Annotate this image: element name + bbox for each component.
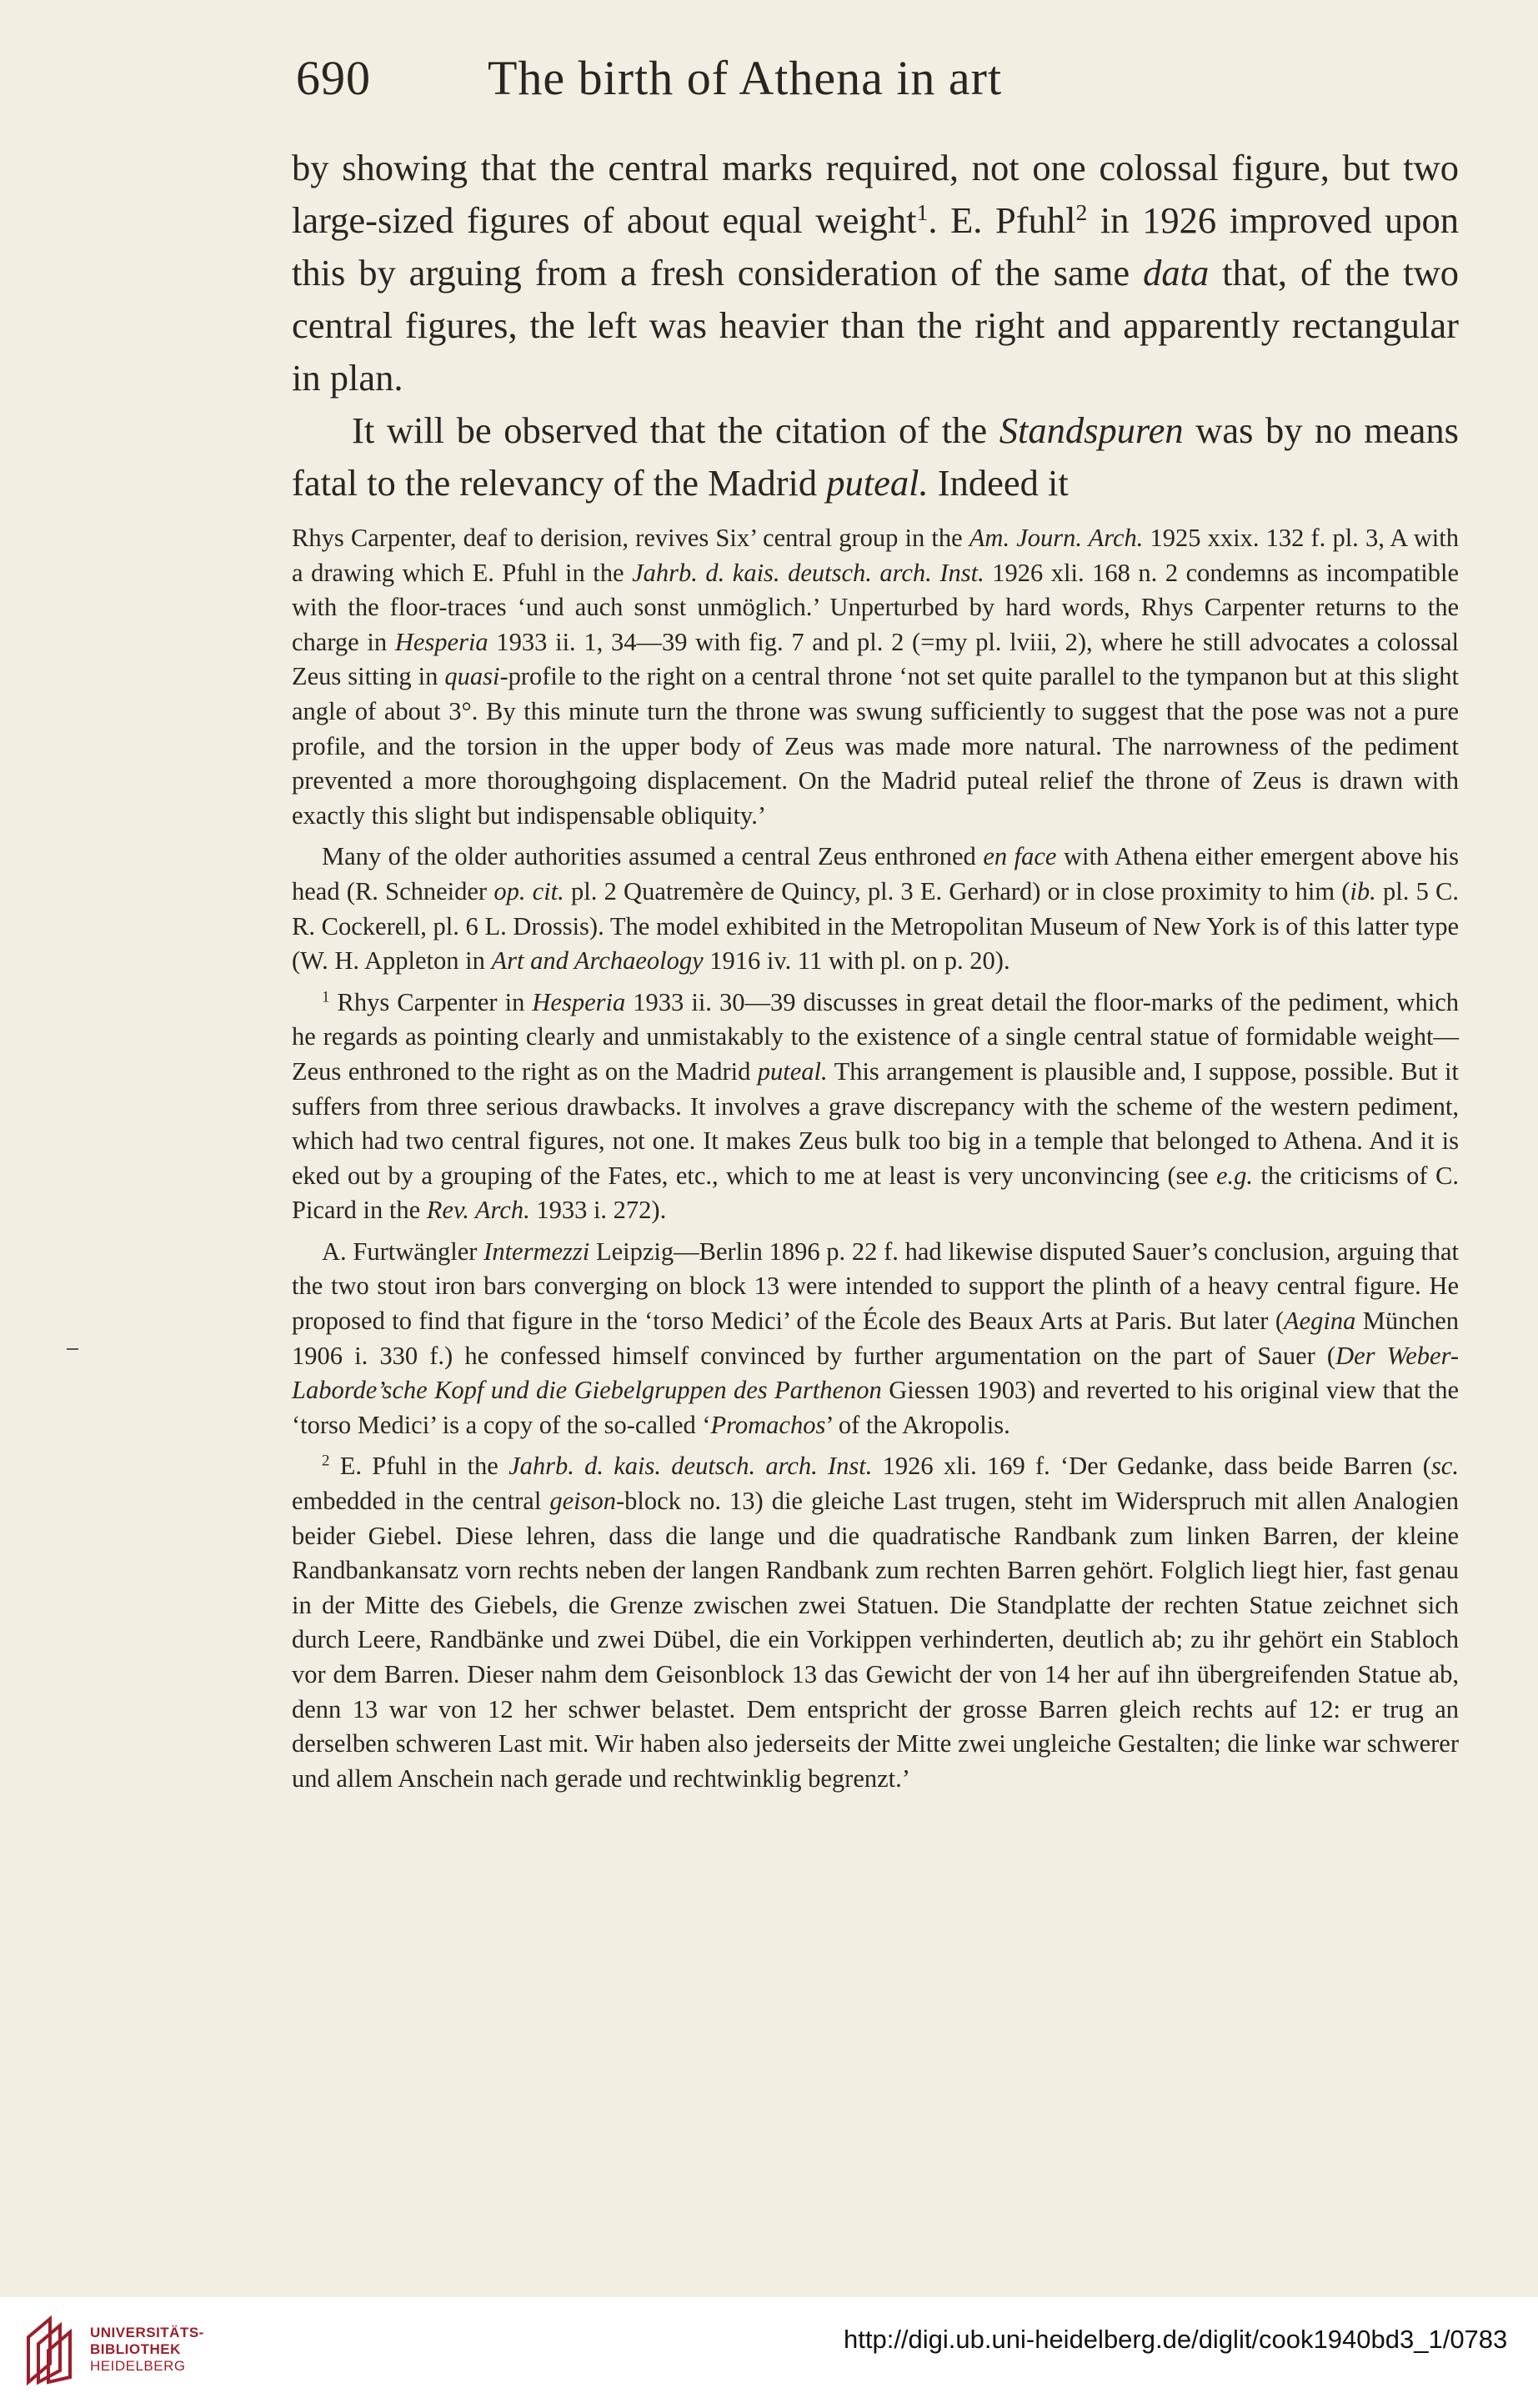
footnote-1 <box>292 986 1459 1228</box>
italic-term: op. cit. <box>493 876 564 906</box>
main-text <box>292 142 1459 509</box>
library-logo-icon <box>23 2312 82 2387</box>
text-run: Rhys Carpenter, deaf to derision, revives Six’ central group in the <box>292 524 969 552</box>
italic-term: Rev. Arch. <box>426 1196 530 1225</box>
text-run: ’ of the Akropolis. <box>825 1410 1010 1439</box>
text-run: by showing that the central marks required, not one colossal figure, but two large-sized figures of about equal weight <box>292 147 1459 241</box>
italic-term: Hesperia <box>532 987 626 1016</box>
text-run: 1926 xli. 168 n. 2 condemns as incompatible with the floor-traces ‘und auch sonst unmöglich.’ Unperturbed by hard words, Rhys Carpenter returns to the charge in <box>292 558 1459 656</box>
text-run: that, of the two central figures, the left was heavier than the right and apparently rectangular in plan. <box>292 252 1459 399</box>
italic-term: Aegina <box>1283 1307 1356 1336</box>
text-run: embedded in the central <box>292 1487 550 1516</box>
text-run: 1933 ii. 30—39 discusses in great detail the floor-marks of the pediment, which he regards as pointing clearly and unmistakably to the existence of a single central statue of formidable weight—Zeus enthroned to the right as on the Madrid <box>292 987 1460 1086</box>
text-run: pl. 5 C. R. Cockerell, pl. 6 L. Drossis). The model exhibited in the Metropolitan Museum of New York is of this latter type (W. H. Appleton in <box>292 876 1460 976</box>
italic-term: Jahrb. d. kais. deutsch. arch. Inst. <box>508 1452 873 1481</box>
italic-term: en face <box>983 842 1057 871</box>
text-run: This arrangement is plausible and, I suppose, possible. But it suffers from three serious drawbacks. It involves a grave discrepancy with the scheme of the western pediment, which had two central figures, not one. It makes Zeus bulk too big in a temple that belonged to Athena. And it is eked out by a grouping of the Fates, etc., which to me at least is very unconvincing (see <box>292 1056 1459 1190</box>
text-run: A. Furtwängler <box>322 1237 484 1266</box>
text-run: the criticisms of C. Picard in the <box>292 1161 1459 1225</box>
paragraph-1 <box>292 142 1459 404</box>
text-run: Many of the older authorities assumed a central Zeus enthroned <box>322 842 984 871</box>
italic-term: Jahrb. d. kais. deutsch. arch. Inst. <box>632 558 984 587</box>
italic-term: Standspuren <box>999 409 1184 451</box>
italic-term: Promachos <box>710 1410 826 1439</box>
footnote-ref-1: 1 <box>916 198 929 225</box>
italic-term: Am. Journ. Arch. <box>969 524 1144 552</box>
text-run: Giessen 1903) and reverted to his original view that the ‘torso Medici’ is a copy of the so-called ‘ <box>292 1376 1460 1439</box>
text-run: E. Pfuhl in the <box>329 1452 509 1481</box>
text-run: Indeed it <box>928 462 1069 504</box>
logo-line-1: UNIVERSITÄTS- <box>90 2325 204 2340</box>
text-run: Rhys Carpenter in <box>329 987 533 1016</box>
italic-term: puteal. <box>826 462 929 504</box>
text-run: -block no. 13) die gleiche Last trugen, steht im Widerspruch mit allen Analogien beider Giebel. Diese lehren, dass die lange und die quadratische Randbank zum linken Barren, der kleine Randbankansatz vorn rechts neben der langen Randbank zum rechten Barren gehört. Folglich liegt hier, fast genau in der Mitte des Giebels, die Grenze zwischen zwei Statuen. Die Standplatte der rechten Statue zeichnet sich durch Leere, Randbänke und zwei Dübel, die ein Vorkippen verhinderten, deutlich ab; zu ihr gehört ein Stabloch vor dem Barren. Dieser nahm dem Geisonblock 13 das Gewicht der von 14 her auf ihn übergreifenden Statue ab, denn 13 war von 12 her schwer belastet. Dem entspricht der grosse Barren gleich rechts auf 12: er trug an derselben schweren Last mit. Wir haben also jederseits der Mitte zwei ungleiche Gestalten; die linke war schwerer und allem Anschein nach gerade und rechtwinklig begrenzt.’ <box>292 1487 1459 1793</box>
italic-term: data <box>1143 252 1210 293</box>
logo-line-3: HEIDELBERG <box>90 2358 186 2374</box>
margin-mark <box>67 1348 78 1350</box>
text-run: 1925 xxix. 132 f. pl. 3, A with a drawing which E. Pfuhl in the <box>292 524 1459 587</box>
text-run: 1933 ii. 1, 34—39 with fig. 7 and pl. 2 (=my pl. lviii, 2), where he still advocates a colossal Zeus sitting in <box>292 627 1459 691</box>
italic-term: Hesperia <box>394 627 488 656</box>
library-logo-text <box>90 2325 204 2375</box>
running-title: The birth of Athena in art <box>488 51 1003 105</box>
italic-term: geison <box>549 1487 616 1516</box>
text-run: . E. Pfuhl <box>928 199 1076 241</box>
italic-term: Art and Archaeology <box>491 946 704 976</box>
text-run: It will be observed that the citation of the <box>352 409 999 451</box>
italic-term: ib. <box>1350 876 1376 906</box>
italic-term: sc. <box>1430 1452 1459 1481</box>
text-run: -profile to the right on a central throne ‘not set quite parallel to the tympanon but at this slight angle of about 3°. By this minute turn the throne was swung sufficiently to suggest that the pose was not a pure profile, and the torsion in the upper body of Zeus was made more natural. The narrowness of the pediment prevented a more thoroughgoing displacement. On the Madrid puteal relief the throne of Zeus is drawn with exactly this slight but indispensable obliquity.’ <box>292 662 1460 830</box>
text-run: pl. 2 Quatremère de Quincy, pl. 3 E. Gerhard) or in close proximity to him ( <box>564 876 1350 906</box>
source-url-link[interactable]: http://digi.ub.uni-heidelberg.de/diglit/cook1940bd3_1/0783 <box>844 2325 1508 2354</box>
footnote-2 <box>292 1449 1459 1796</box>
italic-term: puteal. <box>757 1056 828 1086</box>
text-run: 1926 xli. 169 f. ‘Der Gedanke, dass beide Barren ( <box>872 1452 1431 1481</box>
footnote-ref-2: 2 <box>1075 198 1088 225</box>
text-run: was by no means fatal to the relevancy of the Madrid <box>292 409 1459 504</box>
footnote-paragraph-many <box>292 840 1459 978</box>
text-run: Leipzig—Berlin 1896 p. 22 f. had likewise disputed Sauer’s conclusion, arguing that the two stout iron bars converging on block 13 were intended to support the plinth of a heavy central figure. He proposed to find that figure in the ‘torso Medici’ of the École des Beaux Arts at Paris. But later ( <box>292 1237 1459 1336</box>
footnote-marker-2: 2 <box>322 1452 330 1471</box>
footnote-paragraph-furtwaengler <box>292 1235 1459 1443</box>
italic-term: Intermezzi <box>483 1237 590 1266</box>
text-run: with Athena either emergent above his head (R. Schneider <box>292 842 1459 906</box>
text-run: 1916 iv. 11 with pl. on p. 20). <box>703 946 1010 976</box>
logo-line-2: BIBLIOTHEK <box>90 2341 181 2357</box>
text-run: 1933 i. 272). <box>529 1196 667 1225</box>
page-number: 690 <box>296 51 371 105</box>
text-run: München 1906 i. 330 f.) he confessed himself convinced by further argumentation on the part of Sauer ( <box>292 1307 1459 1370</box>
footnote-continuation <box>292 521 1459 833</box>
paragraph-2 <box>292 404 1459 509</box>
footnote-marker-1: 1 <box>322 988 330 1006</box>
footnotes <box>292 521 1459 1803</box>
text-run: in 1926 improved upon this by arguing from a fresh consideration of the same <box>292 199 1459 293</box>
italic-term: quasi <box>444 662 500 691</box>
italic-term: Der Weber-Laborde’sche Kopf und die Giebelgruppen des Parthenon <box>292 1341 1460 1405</box>
italic-term: e.g. <box>1216 1161 1254 1190</box>
running-header <box>296 50 1480 106</box>
